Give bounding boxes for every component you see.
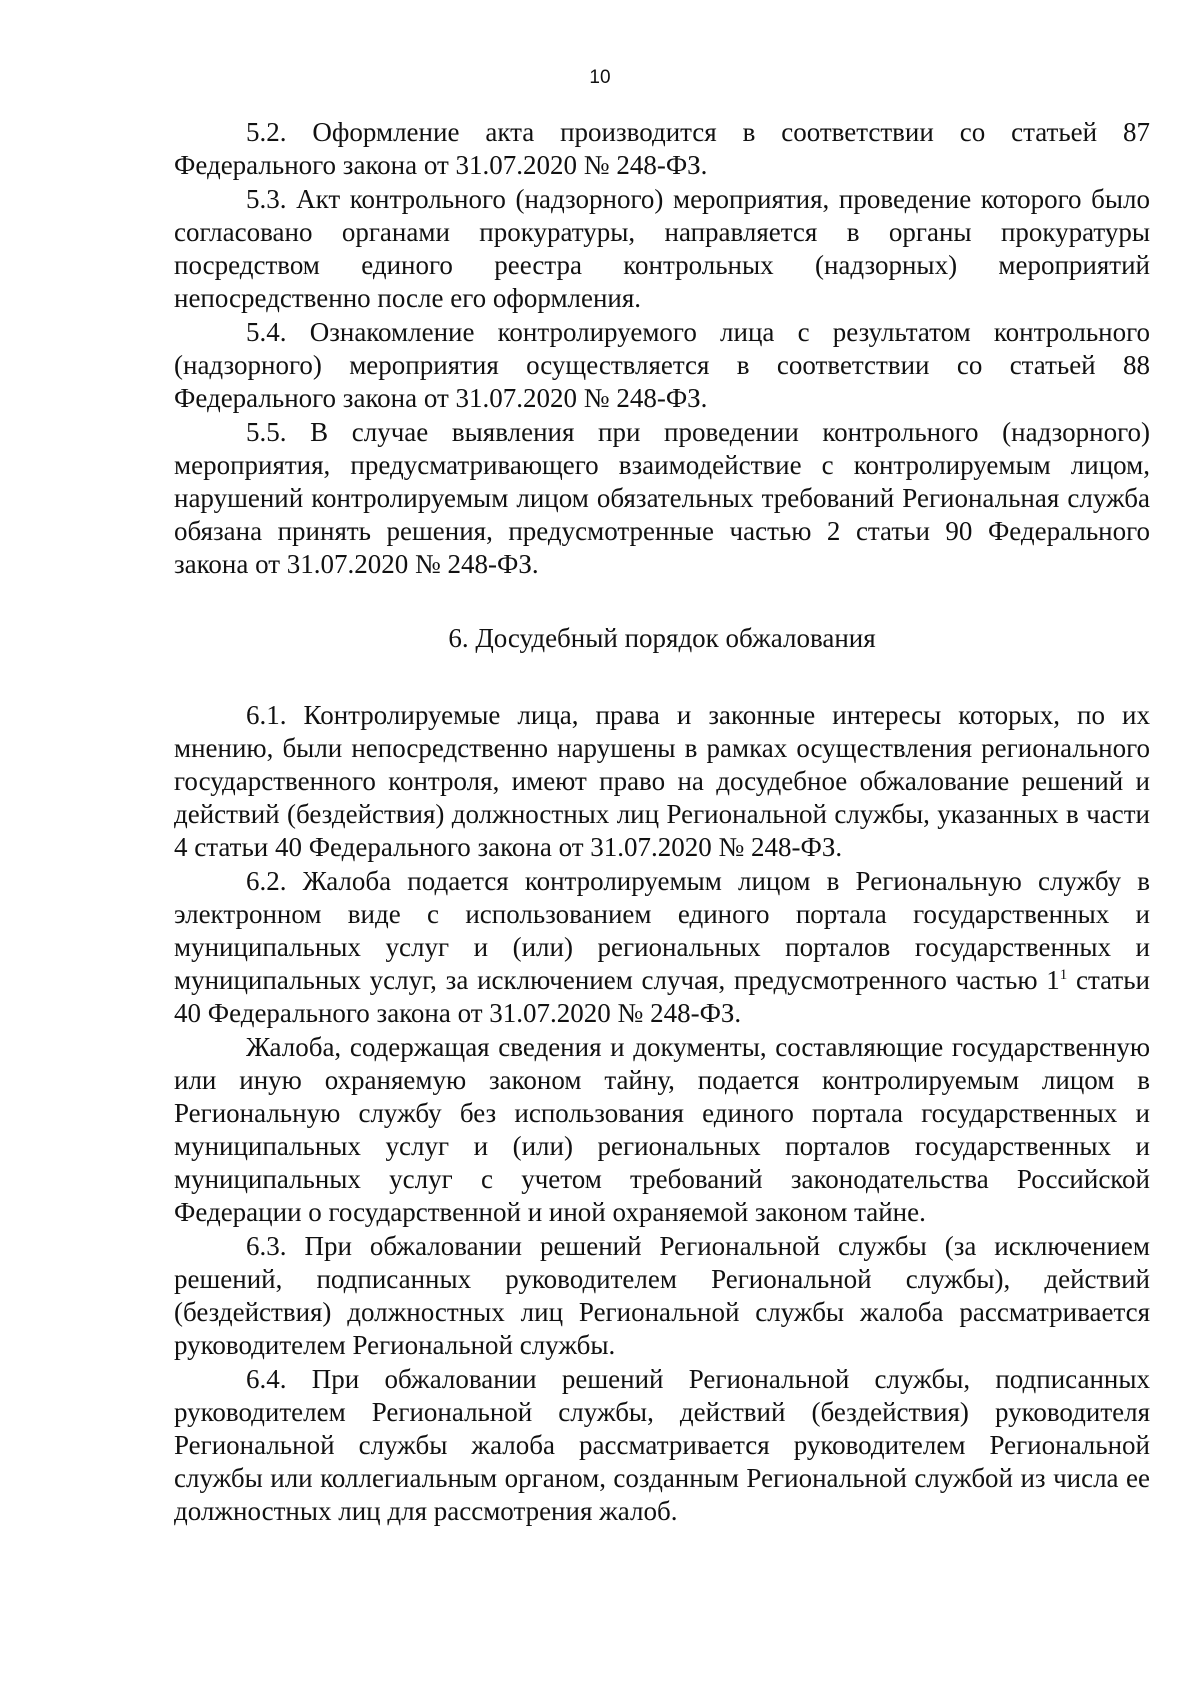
paragraph-6-2-continued: Жалоба, содержащая сведения и документы, составляющие государственную или иную охраняемую законом тайну, подается контролируемым лицом в Региональную службу без использования единого портала государственных и муниципальных услуг и (или) региональных порталов государственных и муниципальных услуг с учетом требований законодательства Российской Федерации о государственной и иной охраняемой законом тайне. xyxy=(174,1032,1150,1227)
paragraph-6-3: 6.3. При обжаловании решений Региональной службы (за исключением решений, подписанных руководителем Региональной службы), действий (бездействия) должностных лиц Региональной службы жалоба рассматривается руководителем Региональной службы. xyxy=(174,1231,1150,1360)
page-number: 10 xyxy=(589,67,611,88)
paragraph-6-2-text: 6.2. Жалоба подается контролируемым лицом в Региональную службу в электронном виде с использованием единого портала государственных и муниципальных услуг и (или) региональных порталов государственных и муниципальных услуг, за исключением случая, предусмотренного частью 1 xyxy=(174,866,1150,995)
paragraph-6-2 xyxy=(174,865,1150,1030)
paragraph-5-4: 5.4. Ознакомление контролируемого лица с результатом контрольного (надзорного) мероприятия осуществляется в соответствии со статьей 88 Федерального закона от 31.07.2020 № 248-ФЗ. xyxy=(174,317,1150,413)
superscript-footnote: 1 xyxy=(1059,967,1068,983)
document-body xyxy=(174,116,1150,1528)
paragraph-5-2: 5.2. Оформление акта производится в соответствии со статьей 87 Федерального закона от 31.07.2020 № 248-ФЗ. xyxy=(174,117,1150,180)
paragraph-6-2-end: статьи 40 Федерального закона от 31.07.2020 № 248-ФЗ. xyxy=(174,965,1150,1028)
paragraph-5-5: 5.5. В случае выявления при проведении контрольного (надзорного) мероприятия, предусматривающего взаимодействие с контролируемым лицом, нарушений контролируемым лицом обязательных требований Региональная служба обязана принять решения, предусмотренные частью 2 статьи 90 Федерального закона от 31.07.2020 № 248-ФЗ. xyxy=(174,417,1150,579)
paragraph-6-4: 6.4. При обжаловании решений Региональной службы, подписанных руководителем Региональной службы, действий (бездействия) руководителя Региональной службы жалоба рассматривается руководителем Региональной службы или коллегиальным органом, созданным Региональной службой из числа ее должностных лиц для рассмотрения жалоб. xyxy=(174,1364,1150,1526)
section-heading-6: 6. Досудебный порядок обжалования xyxy=(448,623,876,653)
paragraph-6-1: 6.1. Контролируемые лица, права и законные интересы которых, по их мнению, были непосредственно нарушены в рамках осуществления регионального государственного контроля, имеют право на досудебное обжалование решений и действий (бездействия) должностных лиц Региональной службы, указанных в части 4 статьи 40 Федерального закона от 31.07.2020 № 248-ФЗ. xyxy=(174,700,1150,862)
paragraph-5-3: 5.3. Акт контрольного (надзорного) мероприятия, проведение которого было согласовано органами прокуратуры, направляется в органы прокуратуры посредством единого реестра контрольных (надзорных) мероприятий непосредственно после его оформления. xyxy=(174,184,1150,313)
